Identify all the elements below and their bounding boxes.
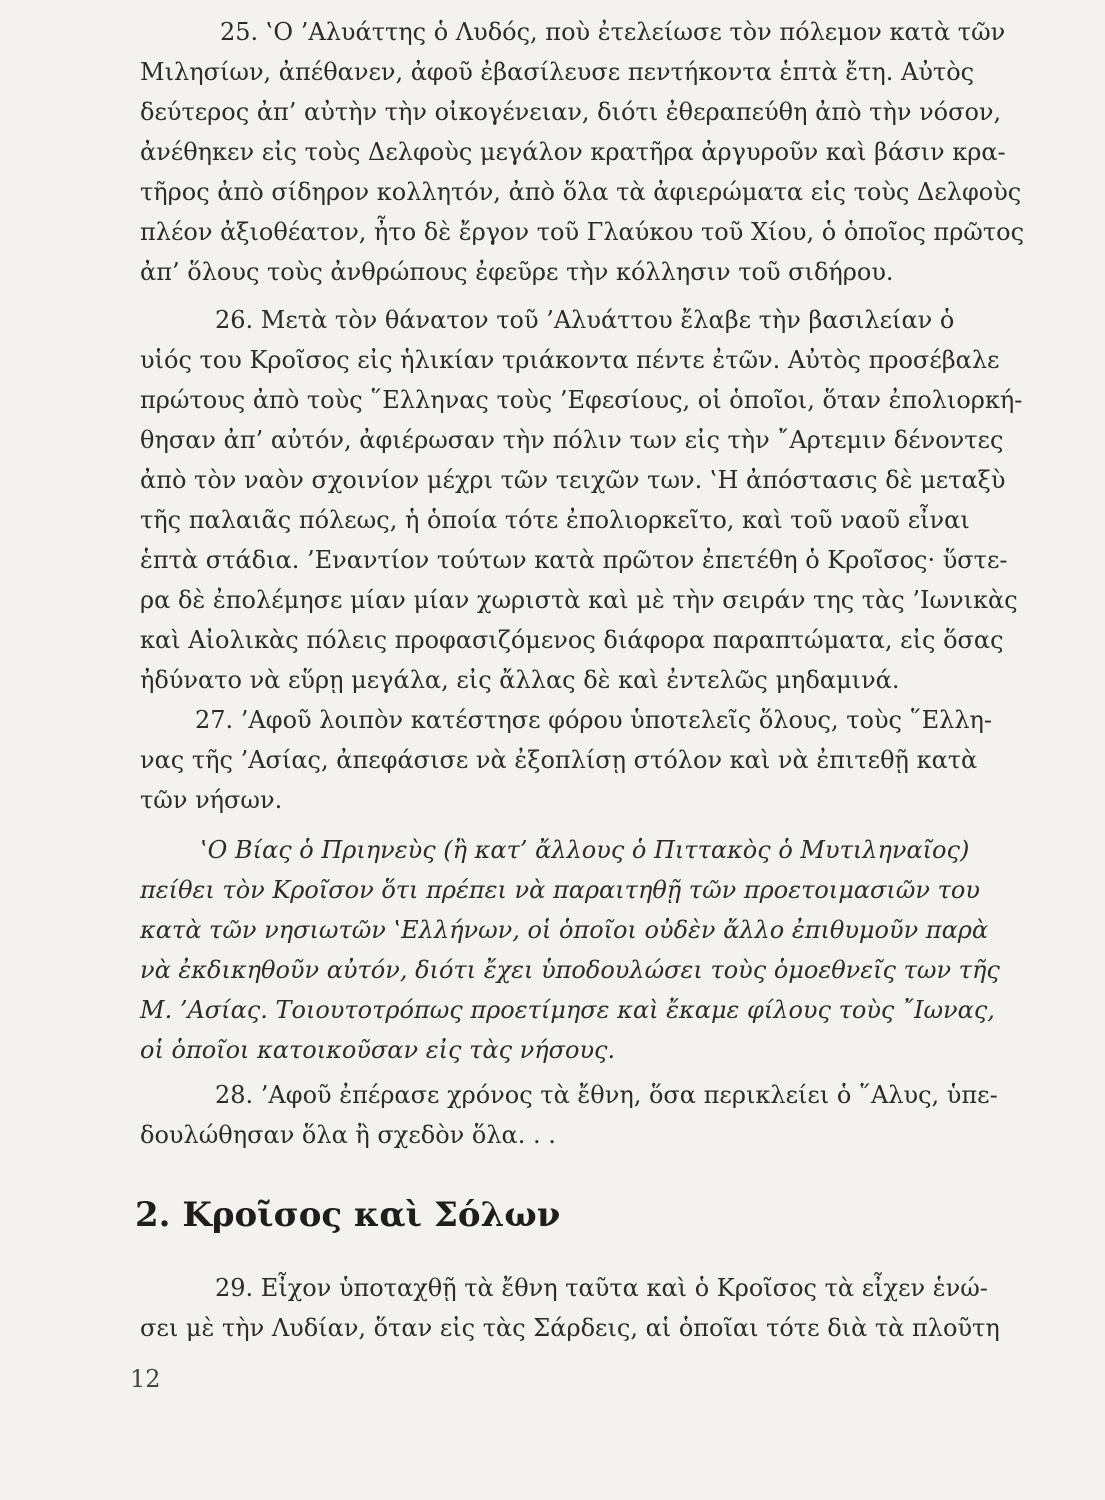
paragraph-25 [140, 12, 1040, 292]
text-line: πείθει τὸν Κροῖσον ὅτι πρέπει νὰ παραιτηθῇ τῶν προετοιμασιῶν του [140, 876, 980, 904]
paragraph-29 [140, 1268, 1040, 1348]
text-line: δουλώθησαν ὅλα ἢ σχεδὸν ὅλα. . . [140, 1121, 556, 1149]
text-line: κατὰ τῶν νησιωτῶν ‛Ελλήνων, οἱ ὁποῖοι οὐδὲν ἄλλο ἐπιθυμοῦν παρὰ [140, 916, 989, 944]
text-line: 28. ’Αφοῦ ἐπέρασε χρόνος τὰ ἔθνη, ὅσα περικλείει ὁ ῞Αλυς, ὑπε- [215, 1081, 998, 1109]
text-line: 27. ’Αφοῦ λοιπὸν κατέστησε φόρου ὑποτελεῖς ὅλους, τοὺς ῞Ελλη- [195, 706, 993, 734]
text-line: πρώτους ἀπὸ τοὺς ῞Ελληνας τοὺς ’Εφεσίους, οἱ ὁποῖοι, ὅταν ἐπολιορκή- [140, 386, 1023, 414]
text-line: ἀπὸ τὸν ναὸν σχοινίον μέχρι τῶν τειχῶν των. ‛Η ἀπόστασις δὲ μεταξὺ [140, 466, 1006, 494]
text-line: τῆρος ἀπὸ σίδηρον κολλητόν, ἀπὸ ὅλα τὰ ἀφιερώματα εἰς τοὺς Δελφοὺς [140, 178, 1022, 206]
text-line: ἠδύνατο νὰ εὕρῃ μεγάλα, εἰς ἄλλας δὲ καὶ ἐντελῶς μηδαμινά. [140, 666, 900, 694]
text-line: ἑπτὰ στάδια. ’Εναντίον τούτων κατὰ πρῶτον ἐπετέθη ὁ Κροῖσος· ὕστε- [140, 546, 1008, 574]
text-line: δεύτερος ἀπ’ αὐτὴν τὴν οἰκογένειαν, διότι ἐθεραπεύθη ἀπὸ τὴν νόσον, [140, 98, 1002, 126]
text-line: 26. Μετὰ τὸν θάνατον τοῦ ’Αλυάττου ἔλαβε τὴν βασιλείαν ὁ [215, 306, 955, 334]
italic-summary [140, 830, 1040, 1070]
text-line: νας τῆς ’Ασίας, ἀπεφάσισε νὰ ἐξοπλίσῃ στόλον καὶ νὰ ἐπιτεθῇ κατὰ [140, 746, 978, 774]
paragraph-26 [140, 300, 1040, 700]
text-line: θησαν ἀπ’ αὐτόν, ἀφιέρωσαν τὴν πόλιν των εἰς τὴν ῎Αρτεμιν δένοντες [140, 426, 1004, 454]
text-line: Μ. ’Ασίας. Τοιουτοτρόπως προετίμησε καὶ ἔκαμε φίλους τοὺς ῎Ιωνας, [140, 996, 995, 1024]
text-line: σει μὲ τὴν Λυδίαν, ὅταν εἰς τὰς Σάρδεις, αἱ ὁποῖαι τότε διὰ τὰ πλοῦτη [140, 1314, 1000, 1342]
text-line: 25. ‛Ο ’Αλυάττης ὁ Λυδός, ποὺ ἐτελείωσε τὸν πόλεμον κατὰ τῶν [220, 18, 1006, 46]
text-line: νὰ ἐκδικηθοῦν αὐτόν, διότι ἔχει ὑποδουλώσει τοὺς ὁμοεθνεῖς των τῆς [140, 956, 1000, 984]
paragraph-27 [140, 700, 1040, 820]
text-line: υἱός του Κροῖσος εἰς ἡλικίαν τριάκοντα πέντε ἐτῶν. Αὐτὸς προσέβαλε [140, 346, 1000, 374]
paragraph-28 [140, 1075, 1040, 1155]
section-heading: 2. Κροῖσος καὶ Σόλων [135, 1195, 561, 1235]
text-line: ρα δὲ ἐπολέμησε μίαν μίαν χωριστὰ καὶ μὲ τὴν σειράν της τὰς ’Ιωνικὰς [140, 586, 1018, 614]
page-number: 12 [130, 1365, 161, 1393]
text-line: πλέον ἀξιοθέατον, ἦτο δὲ ἔργον τοῦ Γλαύκου τοῦ Χίου, ὁ ὁποῖος πρῶτος [140, 218, 1025, 246]
text-line: ἀπ’ ὅλους τοὺς ἀνθρώπους ἐφεῦρε τὴν κόλλησιν τοῦ σιδήρου. [140, 258, 894, 286]
text-line: οἱ ὁποῖοι κατοικοῦσαν εἰς τὰς νήσους. [140, 1036, 616, 1064]
text-line: ‛Ο Βίας ὁ Πριηνεὺς (ἢ κατ’ ἄλλους ὁ Πιττακὸς ὁ Μυτιληναῖος) [200, 836, 970, 864]
text-line: τῆς παλαιᾶς πόλεως, ἡ ὁποία τότε ἐπολιορκεῖτο, καὶ τοῦ ναοῦ εἶναι [140, 506, 970, 534]
text-line: καὶ Αἰολικὰς πόλεις προφασιζόμενος διάφορα παραπτώματα, εἰς ὅσας [140, 626, 1004, 654]
text-line: ἀνέθηκεν εἰς τοὺς Δελφοὺς μεγάλον κρατῆρα ἀργυροῦν καὶ βάσιν κρα- [140, 138, 1006, 166]
text-line: τῶν νήσων. [140, 786, 283, 814]
text-line: Μιλησίων, ἀπέθανεν, ἀφοῦ ἐβασίλευσε πεντήκοντα ἑπτὰ ἔτη. Αὐτὸς [140, 58, 975, 86]
text-line: 29. Εἶχον ὑποταχθῇ τὰ ἔθνη ταῦτα καὶ ὁ Κροῖσος τὰ εἶχεν ἑνώ- [215, 1274, 988, 1302]
